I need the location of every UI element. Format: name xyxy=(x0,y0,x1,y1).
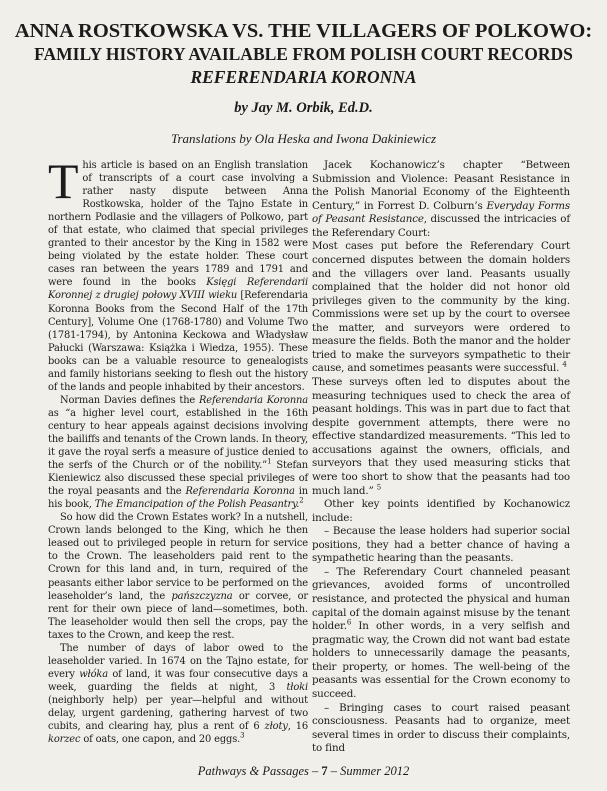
book-title-polish: Księgi Referendarii Koronnej z drugiej połowy XVIII wieku xyxy=(48,277,308,302)
text-run: of land, it was four consecutive days a week, guarding the fields at night, 3 xyxy=(48,668,308,693)
text-run: , discussed the intricacies of the Referendary Court: xyxy=(312,213,570,239)
text-run: as “a higher level court, established in the 16th century to hear appeals against decisions involving the bailiffs and tenants of the Crown lands. In theory, it gave the royal serfs a measure of justice denied to the serfs of the Church or of the nobility.” xyxy=(48,407,308,472)
right-column xyxy=(312,159,570,756)
book-title: The Emancipation of the Polish Peasantry. xyxy=(94,499,300,511)
text-run: his article is based on an English translation of transcripts of a court case involving a rather nasty dispute between Anna Rostkowska, holder of the Tajno Estate in northern Podlasie and the villagers of Polkowo, part of that estate, who claimed that special privileges granted to their ancestor by the King in 1582 were being violated by the estate holder. These court cases ran between the years 1789 and 1791 and were found in the books xyxy=(48,160,308,289)
drop-cap: T xyxy=(48,153,79,209)
footer-publication: Pathways & Passages – xyxy=(197,764,322,778)
byline: by Jay M. Orbik, Ed.D. xyxy=(234,100,373,116)
paragraph xyxy=(312,498,570,525)
text-run: or corvee, or rent for their own piece of land—sometimes, both. The leaseholder would then sell the crops, pay the taxes to the Crown, and keep the rest. xyxy=(48,590,308,641)
term: pańszczyzna xyxy=(171,590,233,602)
paragraph xyxy=(48,642,308,746)
footnote-ref: 5 xyxy=(376,483,382,492)
paragraph xyxy=(48,394,308,511)
term: korzec xyxy=(48,734,81,746)
term: Referendaria Koronna xyxy=(185,486,295,498)
text-run: In other words, in a very selfish and pragmatic way, the Crown did not want bad estate holders to unnecessarily damage the peasants, their property, or homes. The well-being of the peasants was essential for the Crown economy to succeed. xyxy=(312,620,570,700)
text-run: The number of days of labor owed to the leaseholder varied. In 1674 on the Tajno estate, for every xyxy=(48,642,308,680)
title-line-1: ANNA ROSTKOWSKA VS. THE VILLAGERS OF POLKOWO: xyxy=(14,20,593,42)
text-run: , 16 xyxy=(287,721,308,733)
text-run: – The Referendary Court channeled peasant grievances, avoided forms of uncontrolled resistance, and protected the physical and human capital of the domain against misuse by the tenant holder. xyxy=(312,565,570,633)
block-quote xyxy=(312,240,570,376)
text-run: Jacek Kochanowicz’s chapter “Between Submission and Violence: Peasant Resistance in the Polish Manorial Economy of the Eighteenth Century,” in Forrest D. Colburn’s xyxy=(312,159,570,212)
title-line-2: FAMILY HISTORY AVAILABLE FROM POLISH COURT RECORDS xyxy=(34,44,573,64)
text-run: (neighborly help) per year—helpful and without delay, urgent gardening, gathering harvest of two cubits, and clearing hay, plus a rent of 6 xyxy=(48,694,308,733)
footnote-ref: 1 xyxy=(267,457,272,466)
footnote-ref: 2 xyxy=(299,496,304,505)
term: Referendaria Koronna xyxy=(198,394,308,406)
paragraph xyxy=(312,159,570,240)
translators-credit: Translations by Ola Heska and Iwona Dakiniewicz xyxy=(170,131,437,146)
page-footer xyxy=(0,764,607,779)
list-item xyxy=(312,702,570,756)
text-run: Stefan Kieniewicz also discussed these special privileges of the royal peasants and the xyxy=(48,460,308,498)
term: włóka xyxy=(79,668,108,680)
text-run: – Because the lease holders had superior social positions, they had a better chance of having a sympathetic hearing than the peasants. xyxy=(312,525,570,565)
list-item xyxy=(312,566,570,702)
paragraph xyxy=(312,376,570,498)
footnote-ref: 3 xyxy=(240,731,245,740)
text-run: So how did the Crown Estates work? In a nutshell, Crown lands belonged to the King, which he then leased out to privileged people in return for service to the Crown. The leaseholders paid rent to the Crown for this land and, in turn, required of the peasants either labor service to be performed on the leaseholder’s land, the xyxy=(48,512,308,602)
term: tłoki xyxy=(286,681,308,693)
text-run: Norman Davies defines the xyxy=(60,394,199,406)
paragraph xyxy=(48,153,308,394)
text-run: [Referendaria Koronna Books from the Second Half of the 17th Century], Volume One (1768-1780) and Volume Two (1781-1794), by Antonina Keckowa and Władysław Pałucki (Warszawa: Książka i Wiedza, 1955). These books can be a valuable resource to genealogists and family historians seeking to flesh out the history of the lands and people inhabited by their ancestors. xyxy=(48,290,308,393)
footnote-ref: 4 xyxy=(562,361,567,370)
page-number: 7 xyxy=(321,764,328,778)
text-run: in his book, xyxy=(48,486,308,511)
left-column xyxy=(48,153,308,746)
text-run: – Bringing cases to court raised peasant consciousness. Peasants had to organize, meet several times in order to discuss their complaints, to find xyxy=(312,701,570,755)
term: złoty xyxy=(264,721,288,733)
text-run: Other key points identified by Kochanowicz include: xyxy=(312,498,570,524)
list-item xyxy=(312,525,570,566)
book-title: Everyday Forms of Peasant Resistance xyxy=(312,199,570,226)
text-run: These surveys often led to disputes about the measuring techniques used to check the area of peasant holdings. This was in part due to fact that despite government attempts, there were no effective standardized measurements. “This led to accusations against the owners, officials, and surveyors that they used measuring sticks that were too short to show that the peasants had too much land.” xyxy=(312,376,570,497)
footer-issue: – Summer 2012 xyxy=(327,764,410,778)
text-run: of oats, one capon, and 20 eggs. xyxy=(80,734,241,746)
quote-text: Most cases put before the Referendary Court concerned disputes between the domain holders and the villagers over land. Peasants usually complained that the holder did not honor old privileges given to the community by the king. Commissions were set up by the court to oversee the matter, and surveyors were ordered to measure the fields. Both the manor and the holder tried to make the surveyors sympathetic to their cause, and sometimes peasants were successful. xyxy=(312,240,570,375)
title-line-3: REFERENDARIA KORONNA xyxy=(190,67,417,87)
footnote-ref: 6 xyxy=(346,618,352,627)
paragraph xyxy=(48,511,308,641)
